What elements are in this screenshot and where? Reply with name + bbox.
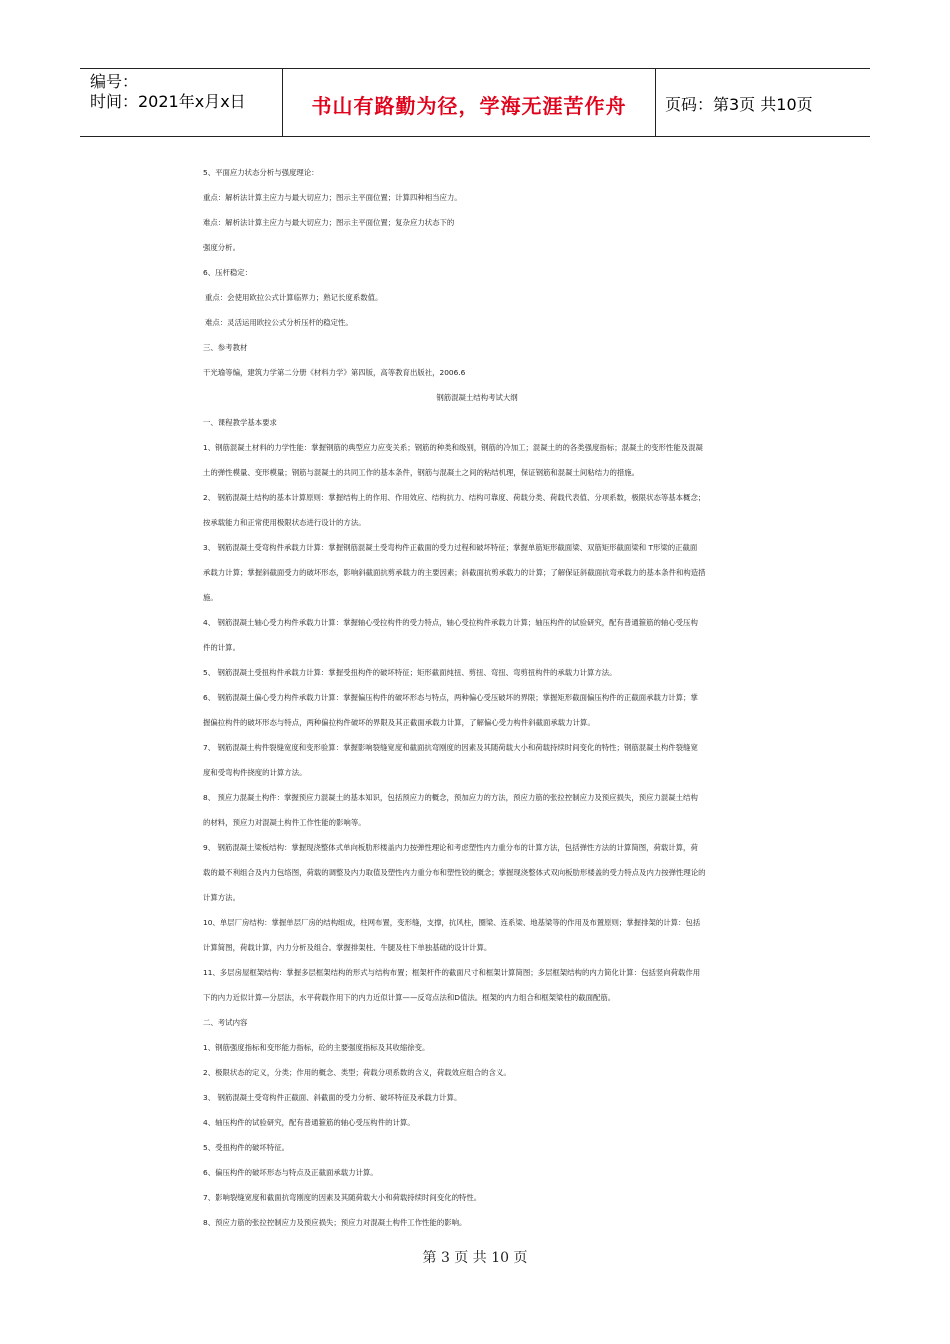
- header-bottom-rule: [80, 136, 870, 137]
- body-line: 1、钢筋混凝土材料的力学性能：掌握钢筋的典型应力应变关系；钢筋的种类和级别，钢筋的冷加工；混凝土的的各类强度指标；混凝土的变形性能及混凝: [203, 443, 703, 452]
- body-line: 按承载能力和正常使用极限状态进行设计的方法。: [203, 518, 366, 527]
- body-line: 件的计算。: [203, 643, 240, 652]
- body-line: 难点：灵活运用欧拉公式分析压杆的稳定性。: [205, 318, 353, 327]
- page-indicator: 页码：第3页 共10页: [665, 95, 813, 114]
- body-line: 8、预应力筋的张拉控制应力及预应损失；预应力对混凝土构件工作性能的影响。: [203, 1218, 467, 1227]
- document-title: 钢筋混凝土结构考试大纲: [436, 393, 518, 402]
- body-line: 二、考试内容: [203, 1018, 248, 1027]
- body-line: 计算简图，荷载计算，内力分析及组合。掌握排架柱、牛腿及柱下单独基础的设计计算。: [203, 943, 492, 952]
- body-line: 2、极限状态的定义，分类；作用的概念、类型；荷载分项系数的含义，荷载效应组合的含义。: [203, 1068, 511, 1077]
- page-footer: 第 3 页 共 10 页: [422, 1250, 528, 1266]
- body-line: 5、 钢筋混凝土受扭构件承载力计算：掌握受扭构件的破坏特征；矩形截面纯扭、剪扭、弯扭、弯剪扭构件的承载力计算方法。: [203, 668, 617, 677]
- document-body: [203, 160, 751, 1260]
- body-line: 5、平面应力状态分析与强度理论：: [203, 168, 319, 177]
- section-heading: 一、课程教学基本要求: [203, 418, 277, 427]
- body-line: 下的内力近似计算—分层法，水平荷载作用下的内力近似计算——反弯点法和D值法。框架的内力组合和框架梁柱的截面配筋。: [203, 993, 616, 1002]
- body-line: 6、偏压构件的破坏形态与特点及正截面承载力计算。: [203, 1168, 378, 1177]
- body-line: 干光瑜等编，建筑力学第二分册《材料力学》第四版，高等教育出版社，2006.6: [203, 368, 466, 377]
- motto: 书山有路勤为径，学海无涯苦作舟: [311, 94, 627, 118]
- section-heading: 三、参考教材: [203, 343, 248, 352]
- body-line: 2、 钢筋混凝土结构的基本计算原则：掌握结构上的作用、作用效应、结构抗力、结构可靠度、荷载分类、荷载代表值、分项系数，极限状态等基本概念；: [203, 493, 706, 502]
- header-left-block: [90, 72, 246, 112]
- body-line: 载的最不利组合及内力包络图，荷载的调整及内力取值及塑性内力重分布和塑性铰的概念；掌握现浇整体式双向板肋形楼盖的受力特点及内力按弹性理论的: [203, 868, 706, 877]
- header-top-rule: [80, 68, 870, 69]
- body-line: 9、 钢筋混凝土梁板结构：掌握现浇整体式单向板肋形楼盖内力按弹性理论和考虑塑性内力重分布的计算方法，包括弹性方法的计算简图，荷载计算，荷: [203, 843, 698, 852]
- code-label: 编号：: [90, 72, 139, 91]
- body-line: 施。: [203, 593, 218, 602]
- body-line: 7、 钢筋混凝土构件裂缝宽度和变形验算：掌握影响裂缝宽度和截面抗弯刚度的因素及其随荷载大小和荷载持续时间变化的特性；钢筋混凝土构件裂缝宽: [203, 743, 698, 752]
- body-line: 3、 钢筋混凝土受弯构件正截面、斜截面的受力分析、破坏特征及承载力计算。: [203, 1093, 462, 1102]
- body-line: 承载力计算；掌握斜截面受力的破坏形态，影响斜截面抗剪承载力的主要因素；斜截面抗剪承载力的计算；了解保证斜截面抗弯承载力的基本条件和构造措: [203, 568, 706, 577]
- body-line: 7、影响裂缝宽度和截面抗弯刚度的因素及其随荷载大小和荷载持续时间变化的特性。: [203, 1193, 482, 1202]
- body-line: 3、 钢筋混凝土受弯构件承载力计算：掌握钢筋混凝土受弯构件正截面的受力过程和破坏特征；掌握单筋矩形截面梁、双筋矩形截面梁和 T形梁的正截面: [203, 543, 698, 552]
- body-line: 握偏拉构件的破坏形态与特点，两种偏拉构件破坏的界限及其正截面承载力计算，了解偏心受力构件斜截面承载力计算。: [203, 718, 595, 727]
- body-line: 强度分析。: [203, 243, 240, 252]
- body-line: 难点：解析法计算主应力与最大切应力；图示主平面位置；复杂应力状态下的: [203, 218, 455, 227]
- body-line: 计算方法。: [203, 893, 240, 902]
- body-line: 度和受弯构件挠度的计算方法。: [203, 768, 307, 777]
- time-label: 时间：2021年x月x日: [90, 92, 246, 111]
- body-line: 11、多层房屋框架结构：掌握多层框架结构的形式与结构布置；框架杆件的截面尺寸和框架计算简图；多层框架结构的内力简化计算：包括竖向荷载作用: [203, 968, 701, 977]
- body-line: 10、单层厂房结构：掌握单层厂房的结构组成，柱网布置，变形缝，支撑，抗风柱，圈梁、连系梁、地基梁等的作用及布置原则；掌握排架的计算：包括: [203, 918, 701, 927]
- body-line: 重点：会使用欧拉公式计算临界力；熟记长度系数值。: [205, 293, 383, 302]
- section-heading: 1、钢筋强度指标和变形能力指标，砼的主要强度指标及其收缩徐变。: [203, 1043, 430, 1052]
- body-line: 4、轴压构件的试验研究，配有普通箍筋的轴心受压构件的计算。: [203, 1118, 415, 1127]
- body-line: 6、 钢筋混凝土偏心受力构件承载力计算：掌握偏压构件的破坏形态与特点，两种偏心受压破坏的界限；掌握矩形截面偏压构件的正截面承载力计算；掌: [203, 693, 698, 702]
- body-line: 8、 预应力混凝土构件：掌握预应力混凝土的基本知识，包括预应力的概念，预加应力的方法，预应力筋的张拉控制应力及预应损失，预应力混凝土结构: [203, 793, 698, 802]
- body-line: 5、受扭构件的破坏特征。: [203, 1143, 290, 1152]
- header-divider-right: [655, 68, 656, 136]
- body-line: 的材料，预应力对混凝土构件工作性能的影响等。: [203, 818, 366, 827]
- body-line: 重点：解析法计算主应力与最大切应力；图示主平面位置；计算四种相当应力。: [203, 193, 462, 202]
- body-line: 土的弹性模量、变形模量；钢筋与混凝土的共同工作的基本条件，钢筋与混凝土之间的粘结机理，保证钢筋和混凝土间粘结力的措施。: [203, 468, 640, 477]
- body-line: 4、 钢筋混凝土轴心受力构件承载力计算：掌握轴心受拉构件的受力特点，轴心受拉构件承载力计算；轴压构件的试验研究，配有普通箍筋的轴心受压构: [203, 618, 698, 627]
- body-line: 6、压杆稳定：: [203, 268, 253, 277]
